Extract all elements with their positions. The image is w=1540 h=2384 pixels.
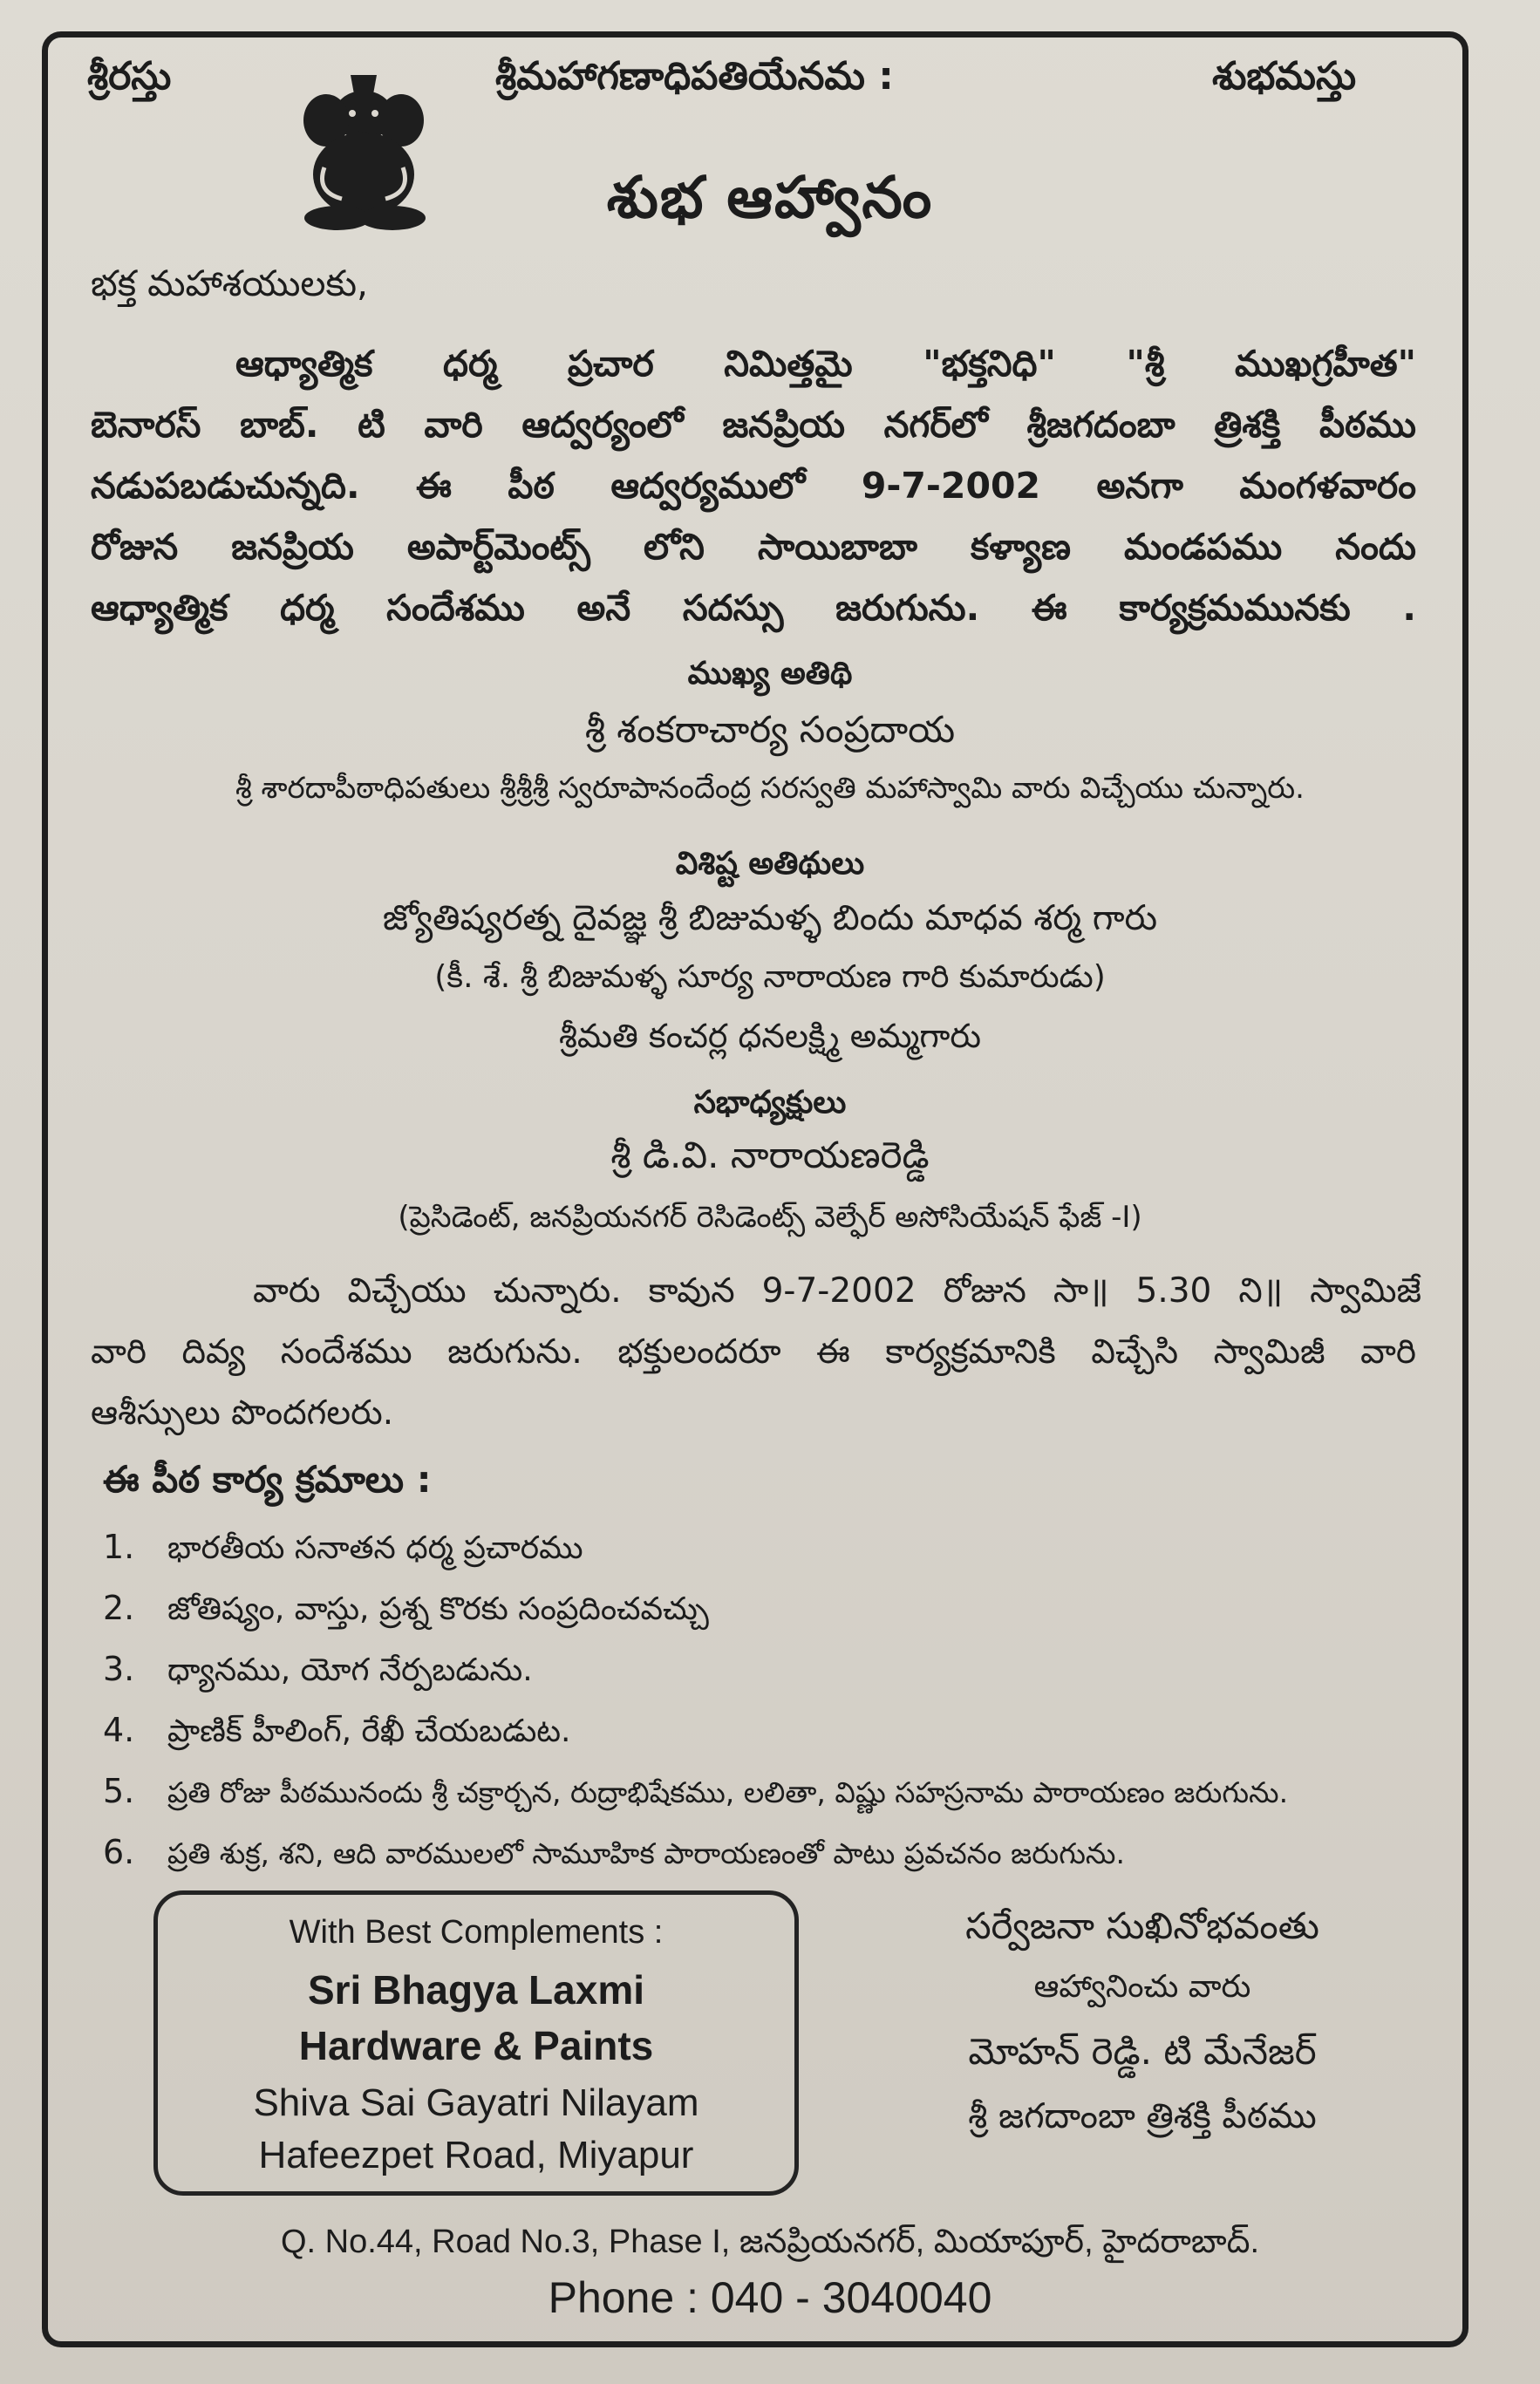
page-title: శుభ ఆహ్వానం — [606, 164, 934, 231]
invitation-line-1: సర్వేజనా సుఖినోభవంతు — [965, 1904, 1319, 1947]
list-item — [103, 1528, 1463, 1574]
list-item-number: 6. — [103, 1833, 135, 1871]
list-item — [103, 1711, 1463, 1757]
intro-line-2: బెనారస్ బాబ్. టి వారి ఆద్వర్యంలో జనప్రియ నగర్‌లో శ్రీజగదంబా త్రిశక్తి పీఠము — [91, 404, 1416, 446]
salutation: భక్త మహాశయులకు, — [91, 262, 369, 304]
invitation-line-4: శ్రీ జగదాంబా త్రిశక్తి పీఠము — [968, 2096, 1317, 2136]
list-item-text: ప్రాణిక్ హీలింగ్, రేఖీ చేయబడుట. — [167, 1713, 571, 1749]
chief-guest-line-1: శ్రీ శంకరాచార్య సంప్రదాయ — [584, 708, 956, 751]
invitation-line-2: ఆహ్వానించు వారు — [1033, 1969, 1251, 2005]
sponsor-line-2: Sri Bhagya Laxmi — [307, 1967, 645, 2013]
intro-line-5: ఆధ్యాత్మిక ధర్మ సందేశము అనే సదస్సు జరుగును. ఈ కార్యక్రమమునకు . — [91, 587, 1416, 629]
closing-line-3: ఆశీస్సులు పొందగలరు. — [91, 1393, 394, 1433]
header-center: శ్రీమహాగణాధిపతియేనమ : — [495, 54, 894, 99]
invitation-line-3: మోహన్ రెడ్డి. టి మేనేజర్ — [968, 2030, 1317, 2073]
intro-line-4: రోజున జనప్రియ అపార్ట్‌మెంట్స్ లోని సాయిబాబా కళ్యాణ మండపము నందు — [91, 526, 1416, 568]
sponsor-line-3: Hardware & Paints — [298, 2023, 654, 2068]
list-item-number: 1. — [103, 1528, 135, 1566]
list-item-text: ధ్యానము, యోగ నేర్పబడును. — [167, 1652, 533, 1688]
list-item — [103, 1772, 1463, 1816]
list-item-text: ప్రతి శుక్ర, శని, ఆది వారములలో సామూహిక పారాయణంతో పాటు ప్రవచనం జరుగును. — [167, 1836, 1125, 1870]
president-designation: (ప్రెసిడెంట్, జనప్రియనగర్ రెసిడెంట్స్ వెల్ఫేర్ అసోసియేషన్ ఫేజ్ -I) — [398, 1200, 1142, 1235]
list-item-text: ప్రతి రోజు పీఠమునందు శ్రీ చక్రార్చన, రుద్రాభిషేకము, లలితా, విష్ణు సహస్రనామ పారాయణం జరుగును. — [167, 1775, 1289, 1809]
intro-line-3: నడుపబడుచున్నది. ఈ పీఠ ఆద్వర్యములో 9-7-2002 అనగా మంగళవారం — [91, 465, 1416, 507]
list-item-number: 2. — [103, 1589, 135, 1627]
special-guests-heading: విశిష్ట అతిథులు — [675, 846, 865, 882]
phone: Phone : 040 - 3040040 — [548, 2273, 992, 2322]
header-left: శ్రీరస్తు — [87, 54, 172, 99]
header-right: శుభమస్తు — [1212, 54, 1357, 99]
intro-line-1: ఆధ్యాత్మిక ధర్మ ప్రచార నిమిత్తమై "భక్తనిధి" "శ్రీ ముఖగ్రహీత" — [235, 343, 1416, 385]
president-heading: సభాధ్యక్షులు — [693, 1085, 847, 1120]
closing-line-2: వారి దివ్య సందేశము జరుగును. భక్తులందరూ ఈ కార్యక్రమానికి విచ్చేసి స్వామిజీ వారి — [91, 1332, 1416, 1372]
chief-guest-heading: ముఖ్య అతిథి — [687, 656, 853, 691]
special-guest-line-1: జ్యోతిష్యరత్న దైవజ్ఞ శ్రీ బిజుమళ్ళ బిందు మాధవ శర్మ గారు — [382, 898, 1158, 938]
list-item — [103, 1833, 1463, 1877]
closing-line-1: వారు విచ్చేయు చున్నారు. కావున 9-7-2002 రోజున సా॥ 5.30 ని॥ స్వామిజే — [253, 1271, 1421, 1311]
list-item-number: 5. — [103, 1772, 135, 1810]
list-item-number: 3. — [103, 1650, 135, 1688]
address: Q. No.44, Road No.3, Phase I, జనప్రియనగర్, మియాపూర్, హైదరాబాద్. — [280, 2224, 1260, 2260]
president-name: శ్రీ డి.వి. నారాయణరెడ్డి — [610, 1134, 930, 1176]
list-item-text: జోతిష్యం, వాస్తు, ప్రశ్న కొరకు సంప్రదించవచ్చు — [167, 1591, 709, 1627]
list-item-text: భారతీయ సనాతన ధర్మ ప్రచారము — [167, 1530, 583, 1566]
chief-guest-line-2: శ్రీ శారదాపీఠాధిపతులు శ్రీశ్రీశ్రీ స్వరూపానందేంద్ర సరస్వతి మహాస్వామి వారు విచ్చేయు చున్నారు. — [235, 771, 1305, 806]
sponsor-line-4: Shiva Sai Gayatri Nilayam — [253, 2081, 699, 2124]
sponsor-box — [153, 1890, 799, 2196]
list-item — [103, 1589, 1463, 1635]
list-item — [103, 1650, 1463, 1696]
special-guest-line-3: శ్రీమతి కంచర్ల ధనలక్ష్మి అమ్మగారు — [558, 1017, 982, 1055]
sponsor-line-5: Hafeezpet Road, Miyapur — [258, 2134, 694, 2176]
list-item-number: 4. — [103, 1711, 135, 1749]
special-guest-line-2: (కీ. శే. శ్రీ బిజుమళ్ళ సూర్య నారాయణ గారి కుమారుడు) — [434, 959, 1106, 995]
sponsor-line-1: With Best Complements : — [289, 1914, 664, 1951]
activities-heading: ఈ పీఠ కార్య క్రమాలు : — [103, 1458, 432, 1501]
